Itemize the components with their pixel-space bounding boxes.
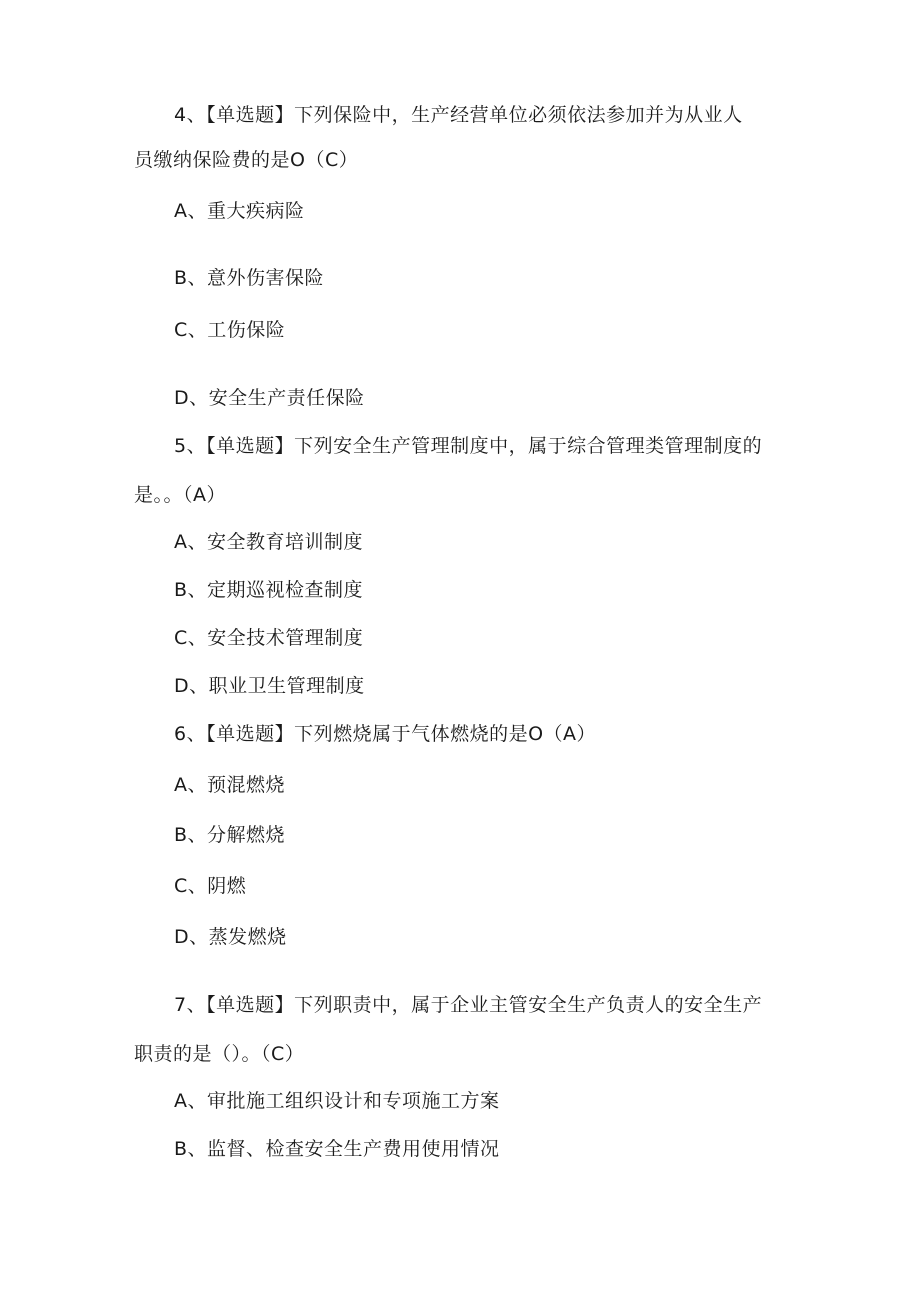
question-5-option-c: C、安全技术管理制度 [174, 627, 364, 649]
question-5-stem-cont: 是。。（A） [134, 484, 226, 506]
question-7-stem: 7、【单选题】下列职责中，属于企业主管安全生产负责人的安全生产 [174, 994, 763, 1016]
question-4-stem: 4、【单选题】下列保险中，生产经营单位必须依法参加并为从业人 [174, 104, 743, 126]
question-5-option-b: B、定期巡视检查制度 [174, 579, 364, 601]
question-5-option-a: A、安全教育培训制度 [174, 531, 363, 553]
question-5-option-d: D、职业卫生管理制度 [174, 675, 365, 697]
question-6-option-b: B、分解燃烧 [174, 824, 286, 846]
question-4-stem-cont: 员缴纳保险费的是O（C） [134, 149, 359, 171]
question-4-option-c: C、工伤保险 [174, 319, 286, 341]
question-4-option-a: A、重大疾病险 [174, 200, 305, 222]
question-7-option-a: A、审批施工组织设计和专项施工方案 [174, 1090, 500, 1112]
question-7-option-b: B、监督、检查安全生产费用使用情况 [174, 1138, 500, 1160]
question-6-option-a: A、预混燃烧 [174, 774, 285, 796]
question-6-option-d: D、蒸发燃烧 [174, 926, 287, 948]
question-6-stem: 6、【单选题】下列燃烧属于气体燃烧的是O（A） [174, 723, 597, 745]
question-6-option-c: C、阴燃 [174, 875, 247, 897]
question-5-stem: 5、【单选题】下列安全生产管理制度中，属于综合管理类管理制度的 [174, 435, 763, 457]
question-4-option-b: B、意外伤害保险 [174, 267, 325, 289]
question-7-stem-cont: 职责的是（）。（C） [134, 1043, 305, 1065]
question-4-option-d: D、安全生产责任保险 [174, 387, 365, 409]
